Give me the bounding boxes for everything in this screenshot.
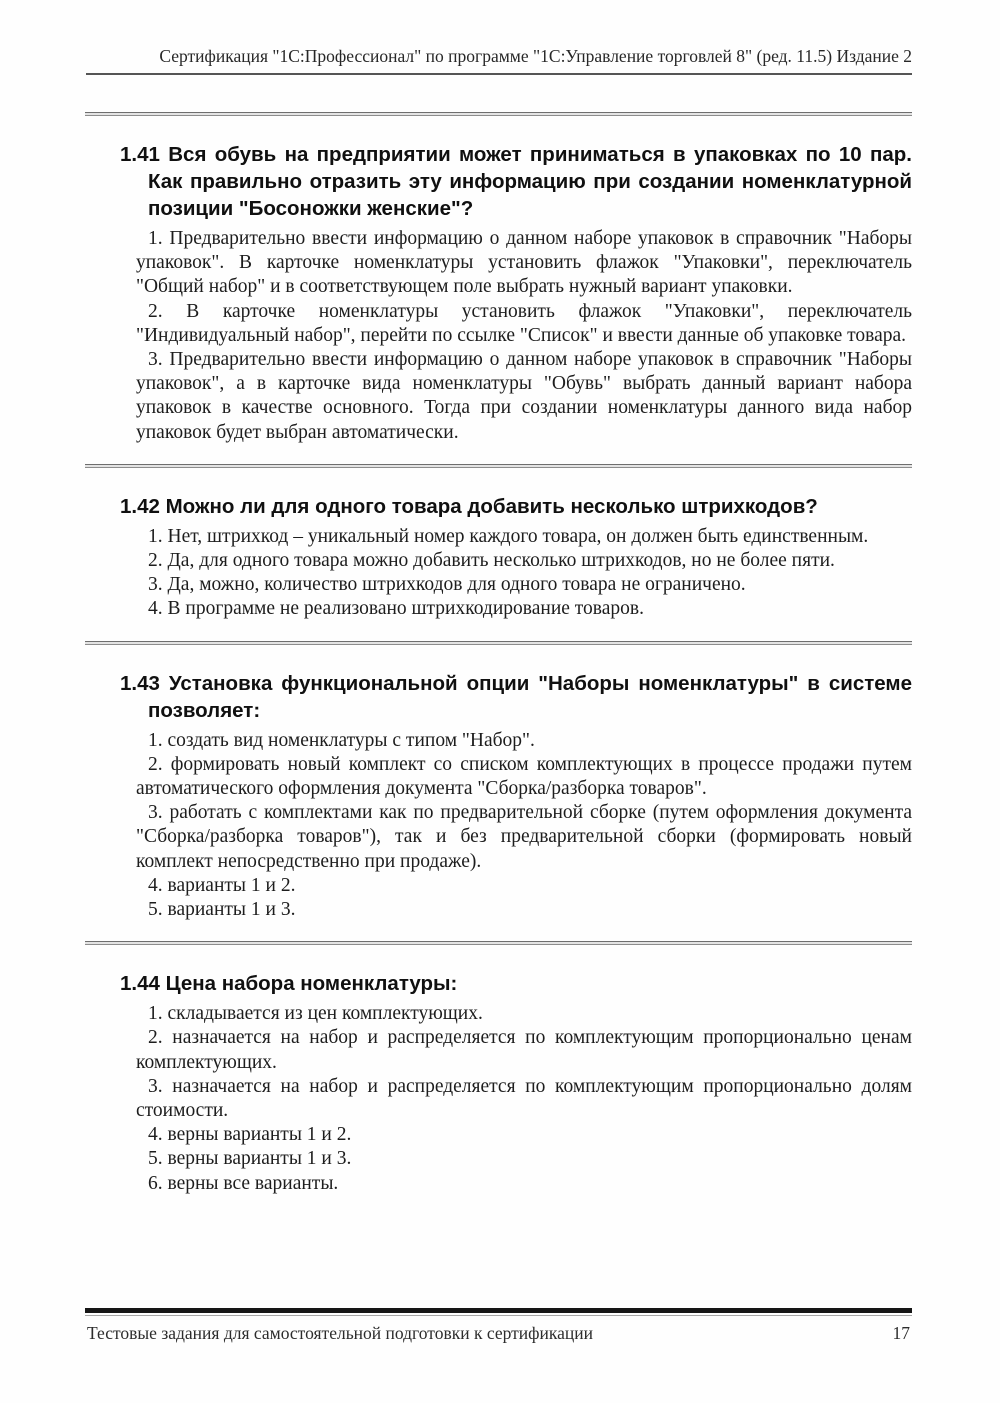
answer-item: 1. создать вид номенклатуры с типом "Набор". xyxy=(148,729,535,751)
answer-item: 4. варианты 1 и 2. xyxy=(148,874,296,896)
answer-item: 4. верны варианты 1 и 2. xyxy=(148,1124,352,1146)
page-footer xyxy=(85,1308,912,1344)
question-title xyxy=(120,670,912,724)
question-block xyxy=(85,670,912,923)
page-number: 17 xyxy=(892,1323,910,1343)
answer-item: 6. верны все варианты. xyxy=(148,1172,339,1194)
answer-item: 3. назначается на набор и распределяется по комплектующим пропорционально долям стоимости. xyxy=(136,1075,912,1122)
answer-item: 5. варианты 1 и 3. xyxy=(148,899,296,921)
question-block xyxy=(85,493,912,622)
answer-item: 3. Да, можно, количество штрихкодов для одного товара не ограничено. xyxy=(148,574,746,596)
footer-rule-thick xyxy=(85,1308,912,1313)
question-block xyxy=(85,141,912,445)
question-title xyxy=(120,493,912,520)
question-title-text: Цена набора номенклатуры: xyxy=(165,972,458,996)
question-number: 1.41 xyxy=(120,143,160,166)
answer-list xyxy=(85,227,912,445)
answer-item: 2. назначается на набор и распределяется по комплектующим пропорционально ценам комплектующих. xyxy=(136,1027,912,1073)
question-title-text: Установка функциональной опции "Наборы номенклатуры" в системе позволяет: xyxy=(148,671,912,722)
answer-item: 1. складывается из цен комплектующих. xyxy=(148,1003,483,1025)
answer-item: 2. формировать новый комплект со списком комплектующих в процессе продажи путем автоматического оформления документа "Сборка/разборка товаров". xyxy=(136,753,912,800)
section-divider-line xyxy=(85,464,912,468)
answer-item: 5. верны варианты 1 и 3. xyxy=(148,1148,352,1170)
section-divider-line xyxy=(85,941,912,945)
question-title xyxy=(120,970,912,997)
answer-item: 2. Да, для одного товара можно добавить несколько штрихкодов, но не более пяти. xyxy=(148,550,835,572)
answer-item: 4. В программе не реализовано штрихкодирование товаров. xyxy=(148,598,644,620)
answer-list xyxy=(85,525,912,622)
footer-row xyxy=(85,1323,912,1344)
answer-item: 1. Нет, штрихкод – уникальный номер каждого товара, он должен быть единственным. xyxy=(148,525,869,547)
answer-item: 3. работать с комплектами как по предварительной сборке (путем оформления документа "Сборка/разборка товаров"), так и без предварительной сборки (формировать новый комплект непосредственно при продаже). xyxy=(136,802,912,872)
answer-list xyxy=(85,1002,912,1196)
questions xyxy=(85,112,912,1196)
question-block xyxy=(85,970,912,1196)
section-divider-line xyxy=(85,641,912,645)
section-divider-line xyxy=(85,112,912,116)
question-title-text: Вся обувь на предприятии может приниматься в упаковках по 10 пар. Как правильно отразить эту информацию при создании номенклатурной позиции "Босоножки женские"? xyxy=(148,143,912,220)
question-number: 1.43 xyxy=(120,671,160,695)
question-title xyxy=(120,141,912,222)
question-number: 1.42 xyxy=(120,494,160,518)
question-title-text: Можно ли для одного товара добавить несколько штрихкодов? xyxy=(165,494,818,518)
answer-item: 2. В карточке номенклатуры установить флажок "Упаковки", переключатель "Индивидуальный набор", перейти по ссылке "Список" и ввести данные об упаковке товара. xyxy=(136,300,912,346)
footer-caption: Тестовые задания для самостоятельной подготовки к сертификации xyxy=(87,1323,593,1343)
question-number: 1.44 xyxy=(120,972,160,996)
answer-item: 1. Предварительно ввести информацию о данном наборе упаковок в справочник "Наборы упаковок". В карточке номенклатуры установить флажок "Упаковки", переключатель "Общий набор" и в соответствующем поле выбрать нужный вариант упаковки. xyxy=(136,228,912,298)
page-header: Сертификация "1С:Профессионал" по программе "1С:Управление торговлей 8" (ред. 11.5) Издание 2 xyxy=(86,46,912,75)
answer-item: 3. Предварительно ввести информацию о данном наборе упаковок в справочник "Наборы упаковок", а в карточке вида номенклатуры "Обувь" выбрать данный вариант набора упаковок в качестве основного. Тогда при создании номенклатуры данного вида набор упаковок будет выбран автоматически. xyxy=(136,349,912,443)
answer-list xyxy=(85,729,912,923)
footer-rule-thin xyxy=(85,1315,912,1316)
